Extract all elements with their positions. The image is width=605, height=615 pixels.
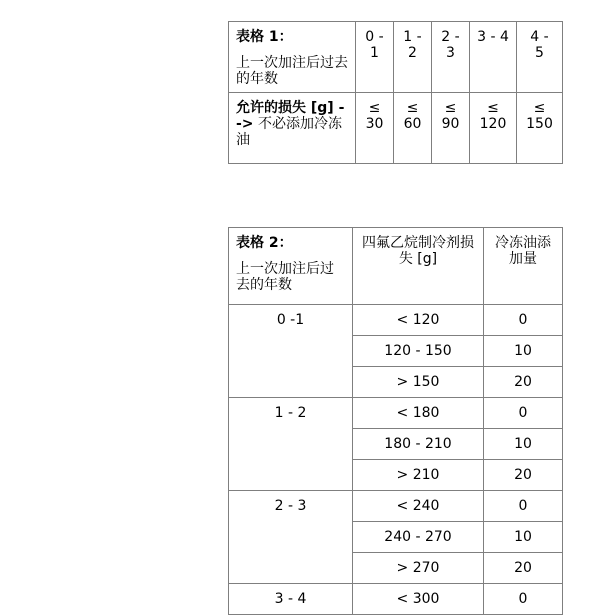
table2-oil-amount: 10 <box>484 522 563 553</box>
table2-loss-range: > 150 <box>353 367 484 398</box>
table1-year-range: 3 - 4 <box>470 22 517 93</box>
table1-allowed-loss-label <box>229 93 356 164</box>
table2-caption: 表格 2： <box>236 235 293 251</box>
table2-loss-range: 240 - 270 <box>353 522 484 553</box>
table2-years-group: 0 -1 <box>229 305 353 398</box>
table2-loss-range: < 240 <box>353 491 484 522</box>
table2-loss-header: 四氟乙烷制冷剂损失 [g] <box>353 228 484 305</box>
table2-header-cell <box>229 228 353 305</box>
table2-years-label: 上一次加注后过去的年数 <box>236 261 334 293</box>
table2-loss-range: > 270 <box>353 553 484 584</box>
table2-oil-amount: 0 <box>484 584 563 615</box>
table1-year-range: 2 - 3 <box>432 22 470 93</box>
table2-oil-amount: 0 <box>484 305 563 336</box>
table1-allowed-loss-bold: 允许的损失 [g] --> <box>236 100 345 132</box>
table2-loss-range: < 120 <box>353 305 484 336</box>
table1-header-cell <box>229 22 356 93</box>
table2-years-group: 2 - 3 <box>229 491 353 584</box>
table2-oil-amount: 10 <box>484 336 563 367</box>
table1-limit: ≤ 30 <box>356 93 394 164</box>
table2-oil-amount: 10 <box>484 429 563 460</box>
table2-oil-amount: 0 <box>484 491 563 522</box>
table2-loss-range: 180 - 210 <box>353 429 484 460</box>
table2-loss-range: > 210 <box>353 460 484 491</box>
table1-year-range: 1 - 2 <box>394 22 432 93</box>
table1-year-range: 0 - 1 <box>356 22 394 93</box>
table2-years-group: 3 - 4 <box>229 584 353 615</box>
table1-limit: ≤ 120 <box>470 93 517 164</box>
table1-year-range: 4 - 5 <box>517 22 563 93</box>
refrigerant-loss-table-1 <box>228 21 563 164</box>
table1-caption: 表格 1： <box>236 29 293 45</box>
oil-addition-table-2 <box>228 227 563 615</box>
table2-oil-header: 冷冻油添加量 <box>484 228 563 305</box>
table1-no-oil-text: 不必添加冷冻油 <box>236 116 342 148</box>
table1-limit: ≤ 60 <box>394 93 432 164</box>
table2-oil-amount: 20 <box>484 367 563 398</box>
table2-loss-range: < 300 <box>353 584 484 615</box>
table2-oil-amount: 20 <box>484 460 563 491</box>
table2-loss-range: < 180 <box>353 398 484 429</box>
table1-limit: ≤ 150 <box>517 93 563 164</box>
table1-years-label: 上一次加注后过去的年数 <box>236 55 348 87</box>
table1-limit: ≤ 90 <box>432 93 470 164</box>
table2-oil-amount: 0 <box>484 398 563 429</box>
table2-years-group: 1 - 2 <box>229 398 353 491</box>
table2-oil-amount: 20 <box>484 553 563 584</box>
table2-loss-range: 120 - 150 <box>353 336 484 367</box>
